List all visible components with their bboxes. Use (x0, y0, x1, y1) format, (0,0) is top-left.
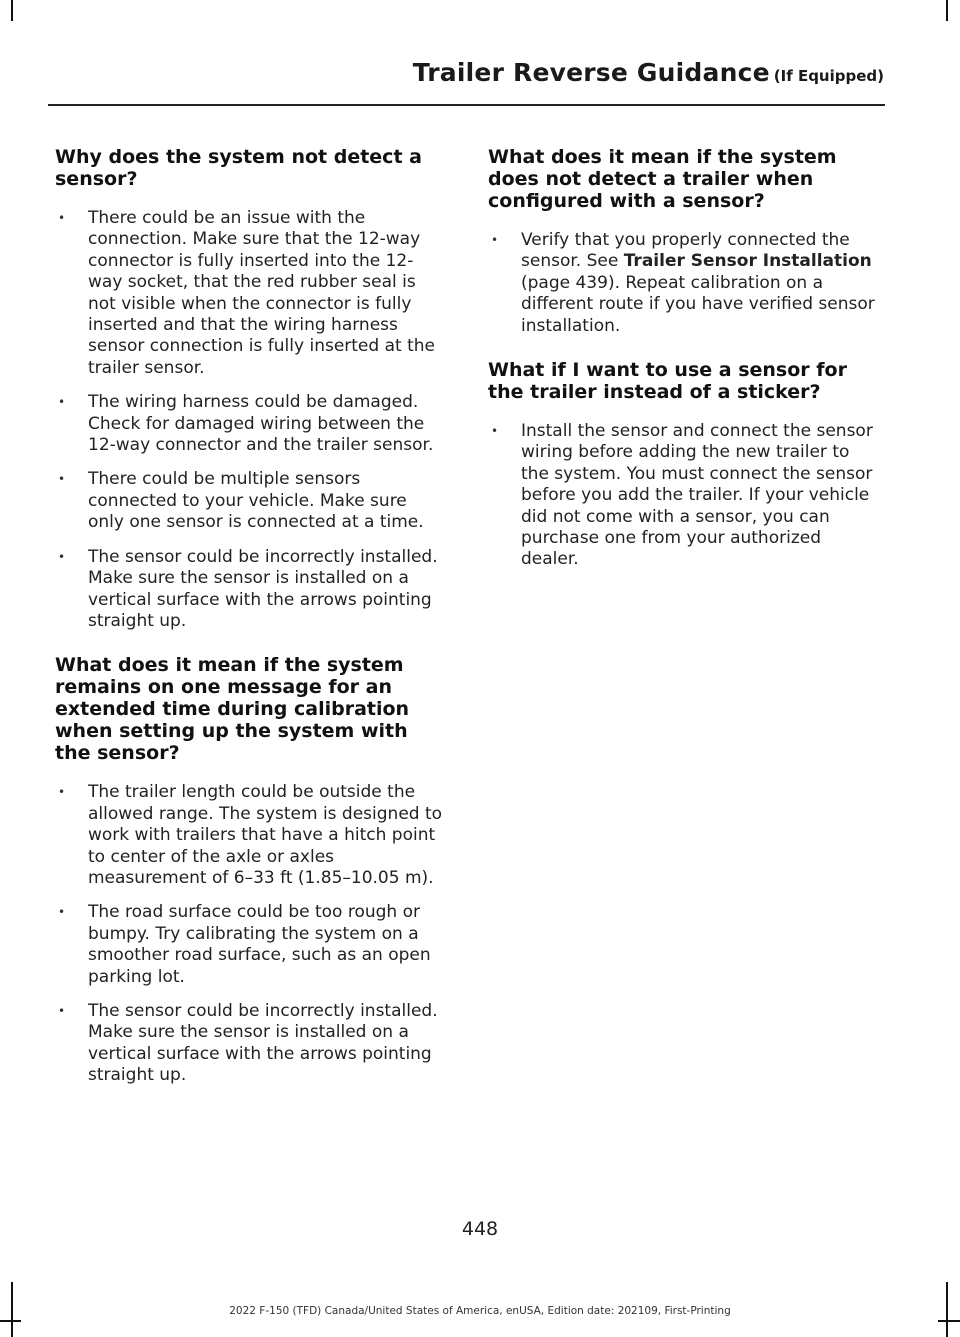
header-rule (48, 104, 885, 106)
left-column (55, 146, 447, 1109)
list-item: • The road surface could be too rough or bumpy. Try calibrating the system on a smoother road surface, such as an open parking lot. (55, 902, 447, 988)
section-trailer-not-detected (488, 146, 880, 337)
crop-mark-top-left (11, 0, 13, 21)
header-title: Trailer Reverse Guidance (412, 58, 770, 87)
page-number: 448 (461, 1218, 499, 1240)
section-calibration-stuck (55, 654, 447, 1086)
crop-mark-bottom-left-horizontal (0, 1320, 21, 1322)
section-heading: What does it mean if the system does not detect a trailer when configured with a sensor? (488, 146, 837, 212)
section-heading: What if I want to use a sensor for the trailer instead of a sticker? (488, 359, 847, 404)
list-item: • The wiring harness could be damaged. Check for damaged wiring between the 12-way connector and the trailer sensor. (55, 392, 447, 456)
list-item (488, 230, 880, 337)
bullet-text-after: (page 439). Repeat calibration on a different route if you have verified sensor installation. (521, 272, 875, 336)
list-item: • The sensor could be incorrectly installed. Make sure the sensor is installed on a vertical surface with the arrows pointing straight up. (55, 1001, 447, 1087)
cross-reference-link[interactable]: Trailer Sensor Installation (623, 251, 872, 272)
section-heading: Why does the system not detect a sensor? (55, 146, 422, 190)
crop-mark-bottom-right-horizontal (938, 1320, 960, 1322)
bullet-text-before: Verify that you properly connected the sensor. See (521, 230, 850, 272)
list-item: • The trailer length could be outside the allowed range. The system is designed to work with trailers that have a hitch point to center of the axle or axles measurement of 6–33 ft (1.85–10.05 m). (55, 782, 447, 889)
section-heading: What does it mean if the system remains on one message for an extended time during calibration when setting up the system with the sensor? (55, 654, 410, 765)
list-item: • There could be multiple sensors connected to your vehicle. Make sure only one sensor is connected at a time. (55, 469, 447, 533)
list-item: • Install the sensor and connect the sensor wiring before adding the new trailer to the system. You must connect the sensor before you add the trailer. If your vehicle did not come with a sensor, you can purchase one from your authorized dealer. (488, 421, 880, 571)
list-item: • There could be an issue with the connection. Make sure that the 12-way connector is fully inserted into the 12-way socket, that the red rubber seal is not visible when the connector is fully inserted and that the wiring harness sensor connection is fully inserted at the trailer sensor. (55, 208, 447, 379)
crop-mark-top-right (946, 0, 948, 21)
footer-edition-info: 2022 F-150 (TFD) Canada/United States of America, enUSA, Edition date: 202109, First-Printing (229, 1305, 731, 1317)
right-column (488, 146, 880, 593)
section-sensor-not-detected (55, 146, 447, 632)
section-sensor-instead-of-sticker (488, 359, 880, 571)
page-header (48, 58, 884, 87)
bullet-list (55, 208, 447, 632)
bullet-list (55, 782, 447, 1086)
bullet-list (488, 421, 880, 571)
list-item: • The sensor could be incorrectly installed. Make sure the sensor is installed on a vertical surface with the arrows pointing straight up. (55, 547, 447, 633)
bullet-list (488, 230, 880, 337)
header-qualifier: (If Equipped) (773, 67, 884, 85)
